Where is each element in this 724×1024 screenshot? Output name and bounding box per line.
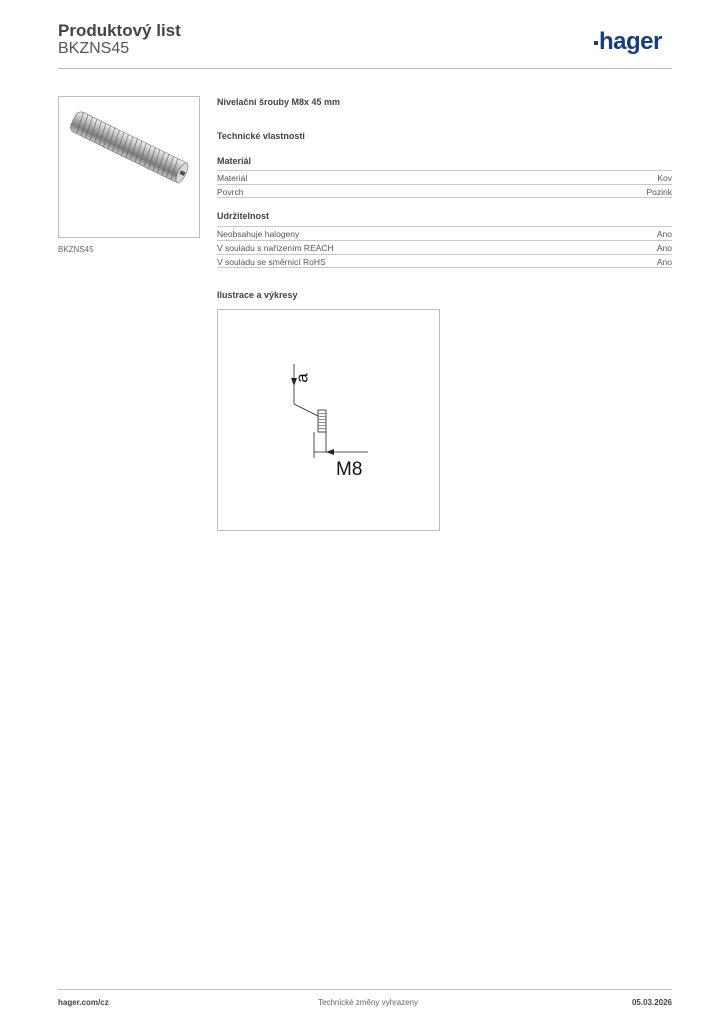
footer-website[interactable]: hager.com/cz <box>58 998 109 1007</box>
spec-row <box>217 226 672 240</box>
section-heading-material: Materiál <box>217 156 252 166</box>
spec-row <box>217 254 672 268</box>
illustrations-heading: Ilustrace a výkresy <box>217 290 298 300</box>
footer-notice: Technické změny vyhrazeny <box>318 998 419 1007</box>
spec-label: V souladu s nařízením REACH <box>217 243 334 253</box>
logo-dot-icon <box>594 41 598 45</box>
technical-properties-heading: Technické vlastnosti <box>217 131 305 141</box>
dimension-thread-label: M8 <box>336 459 363 480</box>
product-photo <box>58 96 200 238</box>
spec-value: Kov <box>657 173 672 183</box>
product-name: Nivelační šrouby M8x 45 mm <box>217 97 341 107</box>
spec-label: V souladu se směrnicí RoHS <box>217 257 326 267</box>
technical-drawing <box>217 309 440 531</box>
spec-label: Povrch <box>217 187 244 197</box>
logo-text: hager <box>599 28 662 55</box>
spec-value: Ano <box>656 243 672 253</box>
photo-caption: BKZNS45 <box>58 245 94 254</box>
product-code: BKZNS45 <box>58 40 130 57</box>
threaded-rod-icon <box>59 97 199 237</box>
spec-label: Materiál <box>217 173 248 183</box>
spec-value: Ano <box>656 229 672 239</box>
spec-value: Pozink <box>646 187 672 197</box>
page-title: Produktový list <box>58 21 181 40</box>
dimension-a-label: a <box>292 373 312 383</box>
dimension-drawing-icon <box>218 310 439 530</box>
spec-value: Ano <box>656 257 672 267</box>
spec-row <box>217 240 672 254</box>
hager-logo <box>594 28 662 56</box>
spec-row <box>217 170 672 184</box>
footer-divider <box>58 989 672 990</box>
spec-label: Neobsahuje halogeny <box>217 229 300 239</box>
section-heading-sustainability: Udržitelnost <box>217 211 270 221</box>
header-divider <box>58 68 672 69</box>
footer-date: 05.03.2026 <box>631 998 672 1007</box>
spec-row <box>217 184 672 198</box>
